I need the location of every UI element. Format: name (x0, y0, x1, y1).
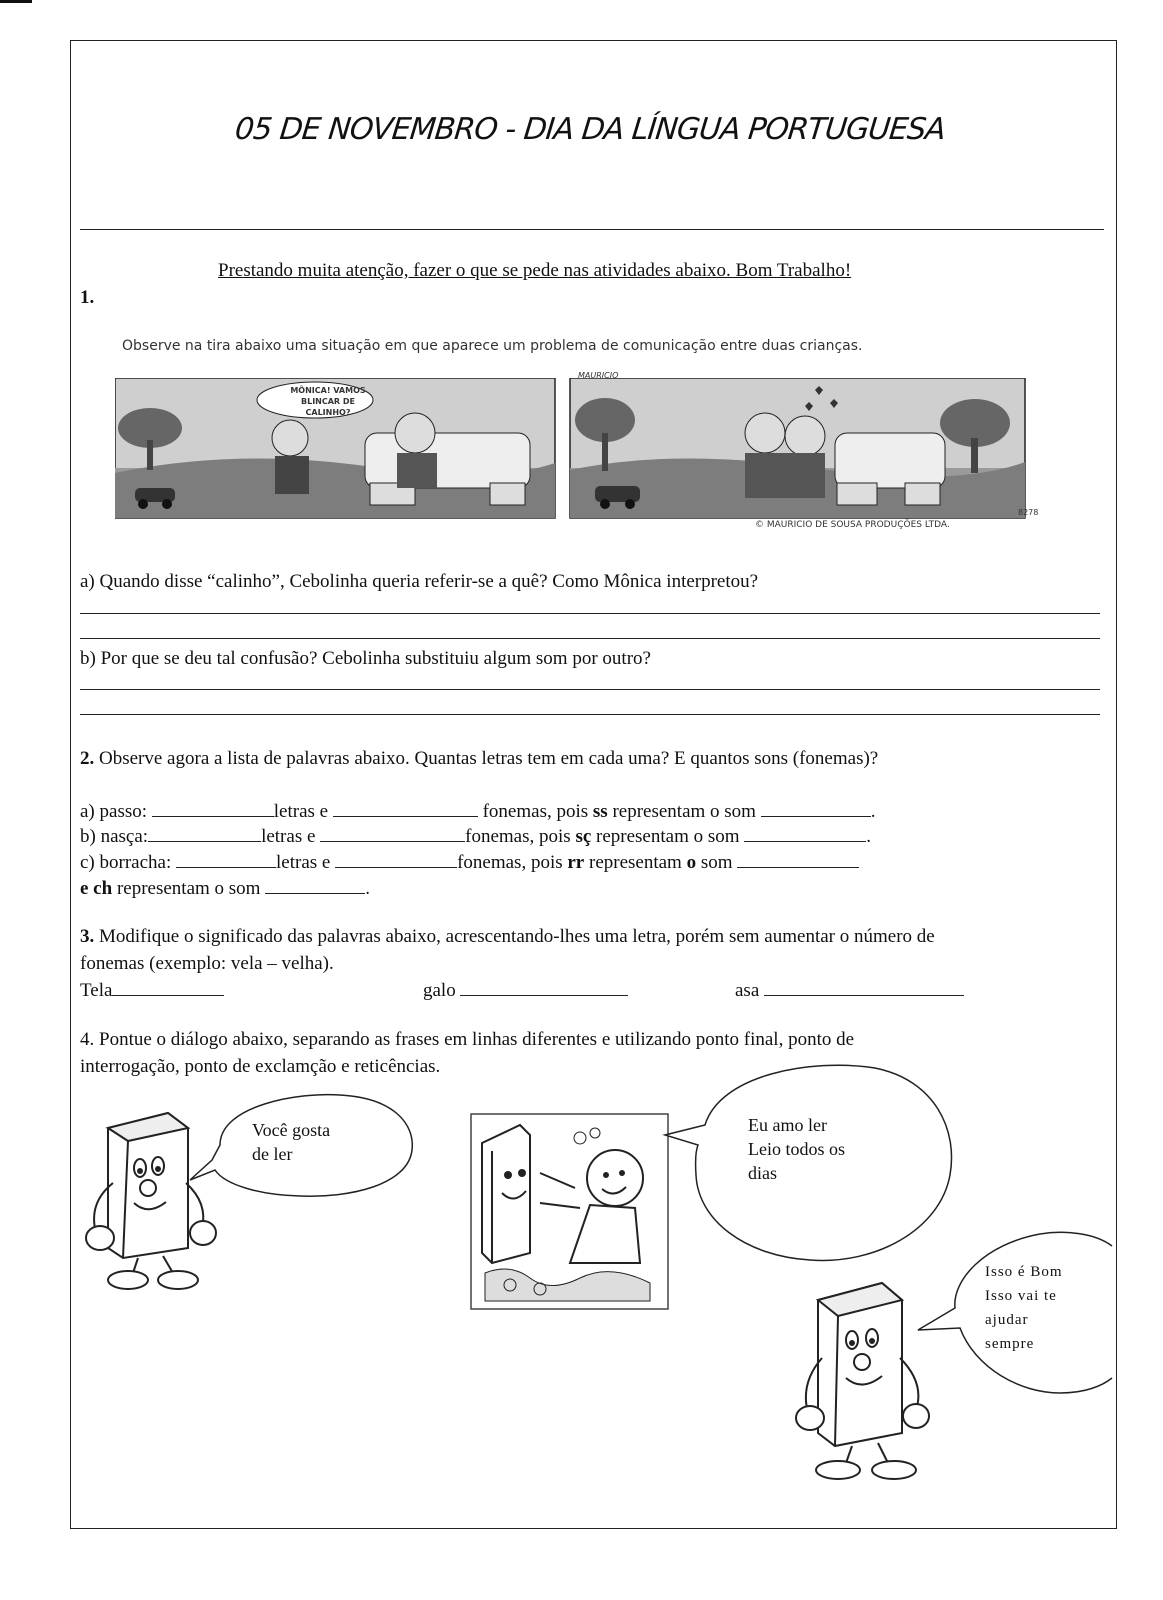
blank-field[interactable] (744, 825, 866, 842)
answer-line[interactable] (80, 613, 1100, 614)
instruction: Prestando muita atenção, fazer o que se pede nas atividades abaixo. Bom Trabalho! (218, 260, 852, 281)
bubble-3-text: Isso é Bom Isso vai te ajudar sempre (985, 1264, 1063, 1352)
blank-field[interactable] (112, 979, 224, 996)
q3-word-asa: asa (735, 979, 964, 1002)
q1-a: a) Quando disse “calinho”, Cebolinha queria referir-se a quê? Como Mônica interpretou? (80, 571, 759, 592)
blank-field[interactable] (761, 800, 871, 817)
q2-line-b: b) nasça: letras e fonemas, pois sç representam o som . (80, 826, 872, 847)
comic-signature: MAURICIO (578, 371, 619, 380)
bubble-2-text: Eu amo ler Leio todos os dias (748, 1115, 845, 1183)
comic-strip (115, 378, 1045, 536)
q4-text: 4. Pontue o diálogo abaixo, separando as frases em linhas diferentes e utilizando ponto final, ponto de (80, 1029, 855, 1050)
q1-intro: Observe na tira abaixo uma situação em que aparece um problema de comunicação entre duas crianças. (122, 338, 863, 354)
answer-line[interactable] (80, 714, 1100, 715)
bubble-1-text: Você gosta de ler (252, 1120, 331, 1164)
blank-field[interactable] (764, 979, 964, 996)
answer-line[interactable] (80, 689, 1100, 690)
blank-field[interactable] (333, 800, 478, 817)
q3-word-galo: galo (423, 979, 628, 1002)
comic-credit: © MAURICIO DE SOUSA PRODUÇÕES LTDA. (755, 520, 950, 530)
q2-line-a: a) passo: letras e fonemas, pois ss representam o som . (80, 801, 876, 822)
blank-field[interactable] (320, 825, 465, 842)
blank-field[interactable] (737, 851, 859, 868)
title-divider (80, 229, 1104, 230)
blank-field[interactable] (335, 851, 457, 868)
comic-code: 8278 (1018, 508, 1039, 517)
q2-line-c: c) borracha: letras e fonemas, pois rr representam o som (80, 851, 859, 874)
book-character-icon (790, 1278, 940, 1483)
q3-word-tela: Tela (80, 979, 224, 1002)
q3-example: fonemas (exemplo: vela – velha). (80, 953, 334, 974)
reading-illustration (470, 1113, 670, 1311)
blank-field[interactable] (176, 851, 276, 868)
page-title: 05 DE NOVEMBRO - DIA DA LÍNGUA PORTUGUESA (233, 112, 947, 147)
blank-field[interactable] (148, 825, 261, 842)
q2-intro: 2. Observe agora a lista de palavras abaixo. Quantas letras tem em cada uma? E quantos sons (fonemas)? (80, 748, 879, 769)
blank-field[interactable] (460, 979, 628, 996)
blank-field[interactable] (152, 800, 274, 817)
comic-panel-2 (570, 378, 1025, 518)
q3-text: 3. Modifique o significado das palavras abaixo, acrescentando-lhes uma letra, porém sem aumentar o número de (80, 926, 935, 947)
answer-line[interactable] (80, 638, 1100, 639)
q1-b: b) Por que se deu tal confusão? Cebolinha substituiu algum som por outro? (80, 648, 651, 669)
blank-field[interactable] (265, 877, 365, 894)
q2-line-d: e ch representam o som . (80, 878, 370, 899)
comic-speech: MÔNICA! VAMOS BLINCAR DE CALINHO? (290, 386, 366, 417)
q4-text-2: interrogação, ponto de exclamção e reticências. (80, 1056, 441, 1077)
q1-number: 1. (80, 287, 95, 308)
corner-mark (0, 0, 32, 3)
